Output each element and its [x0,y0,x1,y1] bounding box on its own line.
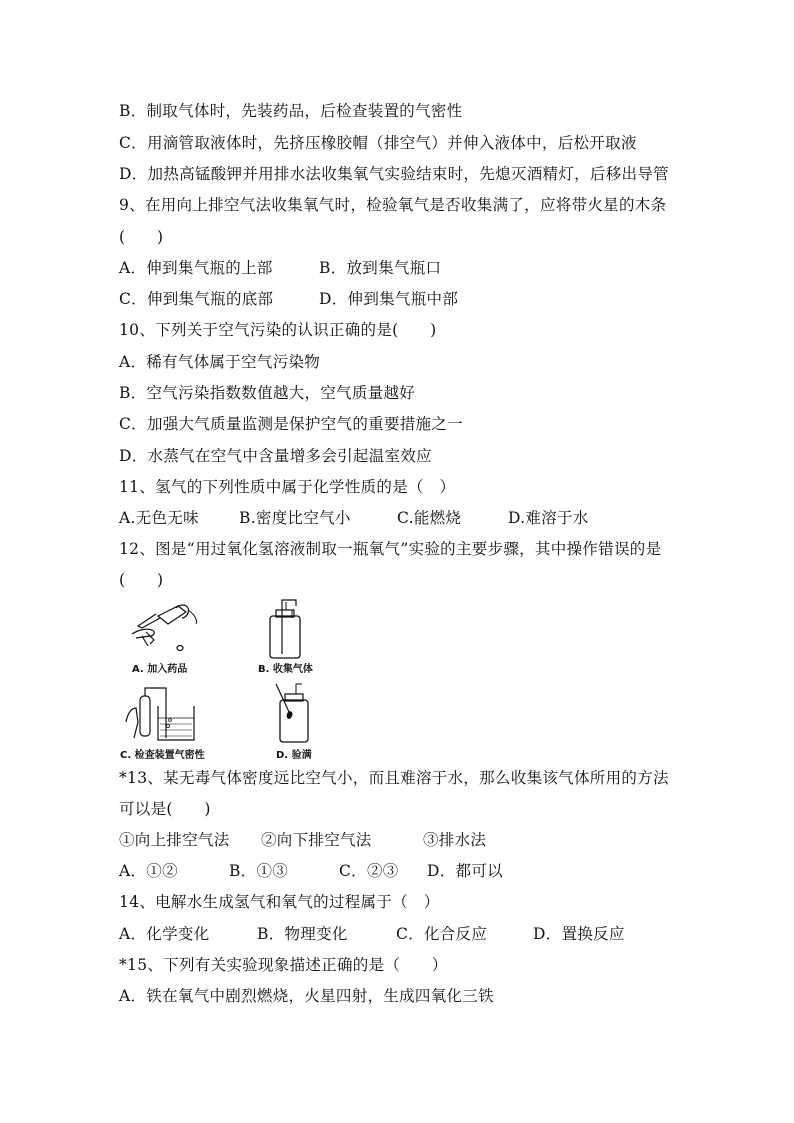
q15-stem: *15、下列有关实验现象描述正确的是（ ） [119,956,448,974]
figure-d-testing-full [272,682,316,744]
q9-option-b: B．放到集气瓶口 [319,259,442,277]
q9-stem: 9、在用向上排空气法收集氧气时，检验氧气是否收集满了，应将带火星的木条 [119,196,667,214]
q8-option-d: D．加热高锰酸钾并用排水法收集氧气实验结束时，先熄灭酒精灯，后移出导管 [119,165,669,183]
q13-method-3: ③排水法 [423,831,487,849]
q13-option-b: B．①③ [229,862,289,880]
figure-d-caption: D. 验满 [276,750,312,761]
q11-option-b: B.密度比空气小 [239,509,351,527]
q14-stem: 14、电解水生成氢气和氧气的过程属于（ ） [119,893,440,911]
q11-stem: 11、氢气的下列性质中属于化学性质的是（ ） [119,478,456,496]
q15-option-a: A．铁在氧气中剧烈燃烧，火星四射，生成四氧化三铁 [119,987,494,1005]
figure-a-adding-reagent [128,600,218,660]
figure-b-collecting-gas [262,598,312,660]
figure-c-airtightness-check [122,682,202,744]
q14-option-b: B．物理变化 [257,925,348,943]
q9-option-a: A．伸到集气瓶的上部 [119,259,273,277]
q13-method-2: ②向下排空气法 [261,831,372,849]
q9-answer-paren: ( ) [119,228,164,246]
figure-c-caption: C. 检查装置气密性 [120,750,205,761]
figure-b-caption: B. 收集气体 [258,664,313,675]
q11-option-c: C.能燃烧 [397,509,462,527]
q13-option-a: A．①② [119,862,178,880]
q10-option-d: D．水蒸气在空气中含量增多会引起温室效应 [119,447,432,465]
q11-option-d: D.难溶于水 [508,509,589,527]
figure-a-caption: A. 加入药品 [132,664,188,675]
q12-answer-paren: ( ) [119,571,164,589]
q8-option-b: B．制取气体时，先装药品，后检查装置的气密性 [119,102,463,120]
q14-option-d: D．置换反应 [533,925,625,943]
q13-stem-cont: 可以是( ) [119,800,211,818]
q12-stem: 12、图是“用过氧化氢溶液制取一瓶氧气”实验的主要步骤，其中操作错误的是 [119,540,662,558]
q13-stem: *13、某无毒气体密度远比空气小，而且难溶于水，那么收集该气体所用的方法 [119,769,669,787]
q10-option-a: A．稀有气体属于空气污染物 [119,353,321,371]
q9-option-d: D．伸到集气瓶中部 [319,290,459,308]
q14-option-a: A．化学变化 [119,925,210,943]
q10-option-c: C．加强大气质量监测是保护空气的重要措施之一 [119,415,463,433]
q13-option-c: C．②③ [339,862,399,880]
q14-option-c: C．化合反应 [396,925,488,943]
q13-option-d: D．都可以 [427,862,503,880]
q13-method-1: ①向上排空气法 [119,831,230,849]
q8-option-c: C．用滴管取液体时，先挤压橡胶帽（排空气）并伸入液体中，后松开取液 [119,134,637,152]
q9-option-c: C．伸到集气瓶的底部 [119,290,274,308]
q10-option-b: B．空气污染指数数值越大，空气质量越好 [119,384,416,402]
q10-stem: 10、下列关于空气污染的认识正确的是( ) [119,321,437,339]
q11-option-a: A.无色无味 [119,509,199,527]
